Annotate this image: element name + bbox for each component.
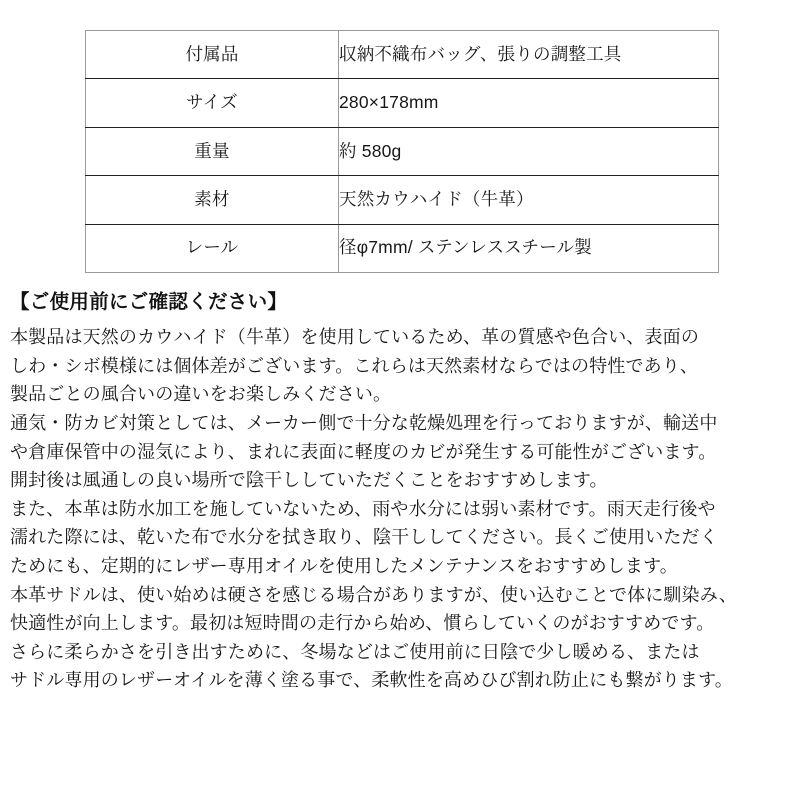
notice-line: 濡れた際には、乾いた布で水分を拭き取り、陰干ししてください。長くご使用いただく: [10, 527, 718, 548]
notice-line: ためにも、定期的にレザー専用オイルを使用したメンテナンスをおすすめします。: [10, 556, 678, 577]
notice-paragraph: [10, 581, 794, 638]
notice-line: また、本革は防水加工を施していないため、雨や水分には弱い素材です。雨天走行後や: [10, 498, 716, 519]
notice-heading: 【ご使用前にご確認ください】: [10, 291, 288, 313]
pre-use-notice-section: [10, 288, 794, 695]
notice-line: 本製品は天然のカウハイド（牛革）を使用しているため、革の質感や色合い、表面の: [10, 327, 699, 348]
table-row: [86, 176, 719, 224]
notice-line: 通気・防カビ対策としては、メーカー側で十分な乾燥処理を行っておりますが、輸送中: [10, 413, 718, 434]
notice-paragraph: [10, 409, 794, 495]
specification-table-container: [85, 30, 717, 273]
spec-value-cell: 径φ7mm/ ステンレススチール製: [339, 237, 592, 258]
notice-line: 本革サドルは、使い始めは硬さを感じる場合がありますが、使い込むことで体に馴染み、: [10, 584, 738, 605]
spec-label-cell: レール: [86, 224, 339, 272]
notice-paragraph: [10, 638, 794, 695]
spec-value-cell: 約 580g: [339, 127, 719, 175]
notice-line: や倉庫保管中の湿気により、まれに表面に軽度のカビが発生する可能性がございます。: [10, 441, 717, 462]
notice-line: サドル専用のレザーオイルを薄く塗る事で、柔軟性を高めひび割れ防止にも繋がります。: [10, 670, 733, 691]
table-row: [86, 224, 719, 272]
notice-line: 快適性が向上します。最初は短時間の走行から始め、慣らしていくのがおすすめです。: [10, 613, 715, 634]
table-row: [86, 127, 719, 175]
spec-label-cell: 重量: [86, 127, 339, 175]
notice-paragraph: [10, 495, 794, 581]
notice-paragraph-list: [10, 323, 794, 695]
notice-line: 開封後は風通しの良い場所で陰干ししていただくことをおすすめします。: [10, 470, 608, 491]
table-row: [86, 79, 719, 127]
spec-value-cell: 収納不織布バッグ、張りの調整工具: [339, 31, 719, 79]
spec-label-cell: サイズ: [86, 79, 339, 127]
specification-table: [85, 30, 719, 273]
notice-paragraph: [10, 323, 794, 409]
notice-line: しわ・シボ模様には個体差がございます。これらは天然素材ならではの特性であり、: [10, 355, 699, 376]
table-row: [86, 31, 719, 79]
spec-value-cell: 280×178mm: [339, 79, 719, 127]
spec-label-cell: 付属品: [86, 31, 339, 79]
specification-table-body: [86, 31, 719, 273]
spec-value-cell: 天然カウハイド（牛革）: [339, 176, 719, 224]
notice-line: 製品ごとの風合いの違いをお楽しみください。: [10, 384, 392, 405]
notice-line: さらに柔らかさを引き出すために、冬場などはご使用前に日陰で少し暖める、または: [10, 641, 700, 662]
spec-label-cell: 素材: [86, 176, 339, 224]
